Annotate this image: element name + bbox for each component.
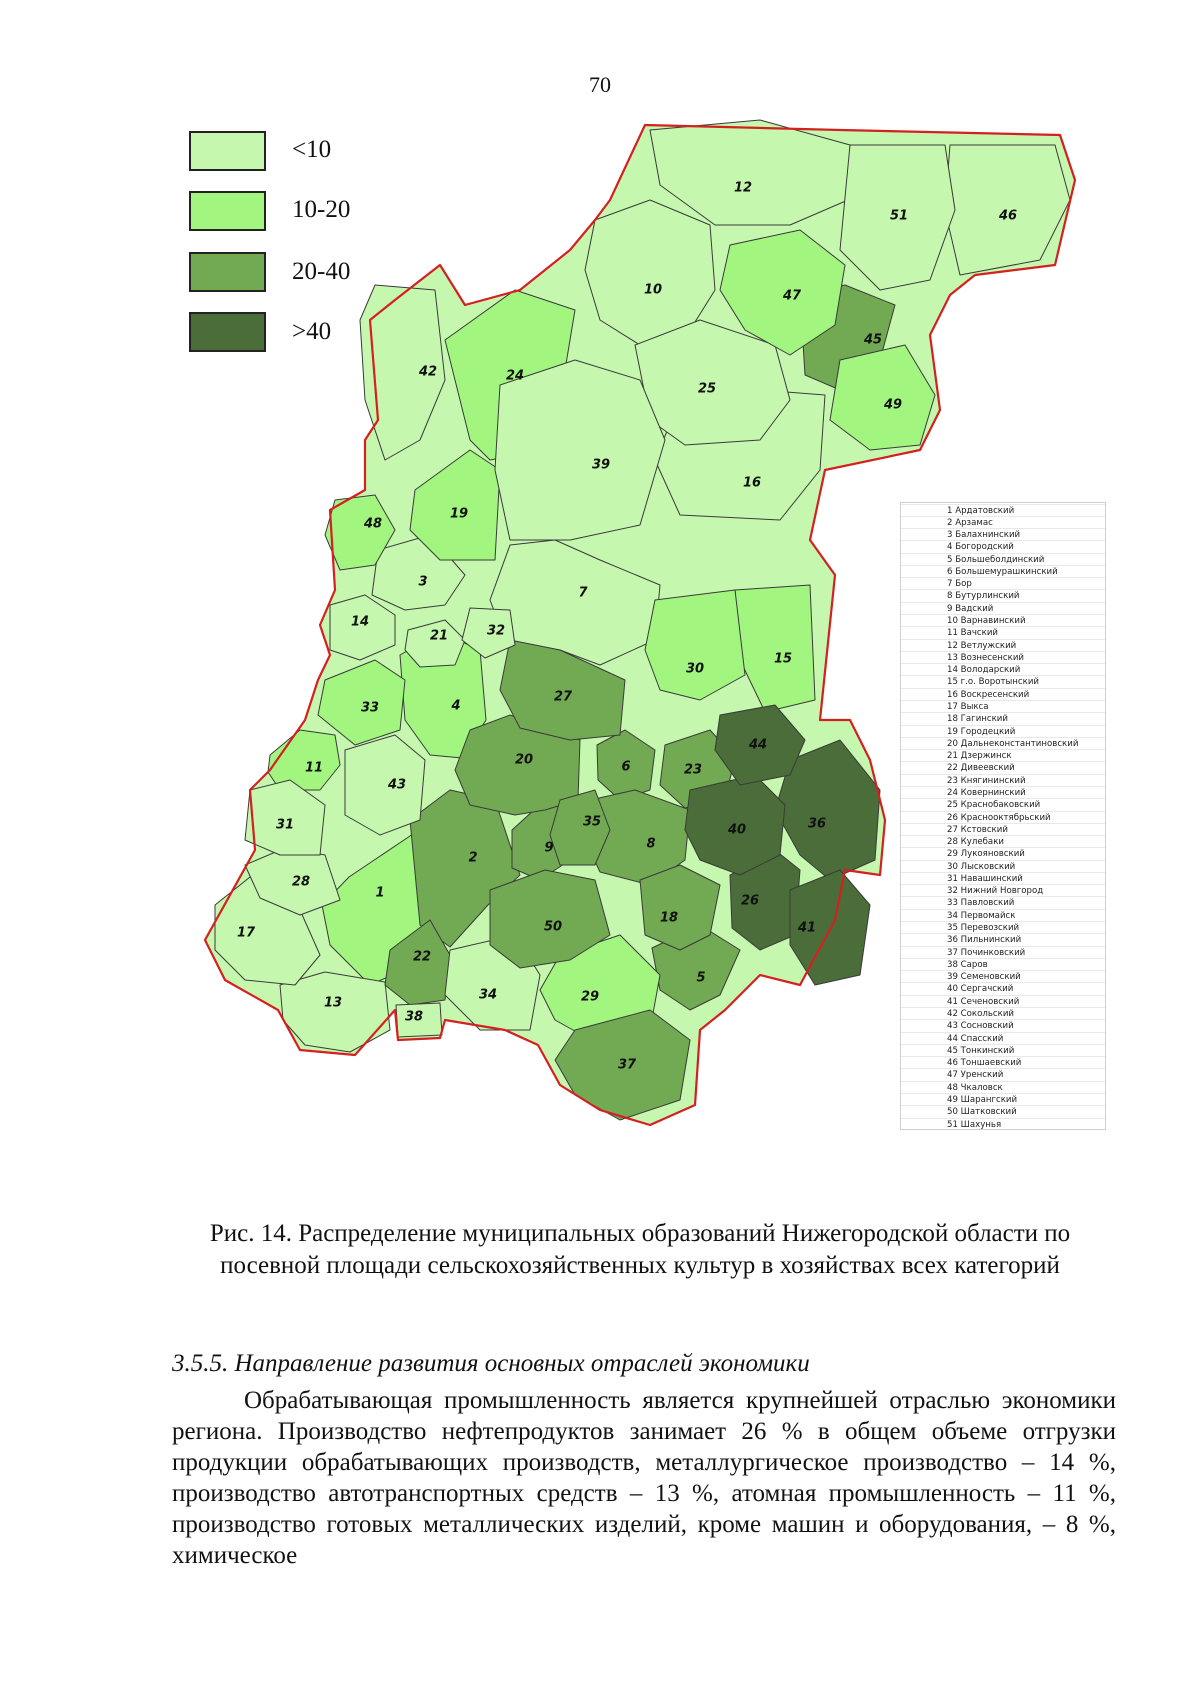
district-list-item: 34 Первомайск <box>901 909 1105 921</box>
legend-label-gt40: >40 <box>292 318 332 345</box>
district-label-42: 42 <box>418 364 438 380</box>
district-list-item: 25 Краснобаковский <box>901 798 1105 810</box>
district-list-item: 17 Выкса <box>901 700 1105 712</box>
district-list-item: 19 Городецкий <box>901 725 1105 737</box>
district-list-item: 7 Бор <box>901 577 1105 589</box>
district-label-21: 21 <box>429 628 449 644</box>
legend-label-lt10: <10 <box>292 136 332 163</box>
district-39 <box>495 360 665 540</box>
district-label-5: 5 <box>696 970 706 986</box>
district-label-15: 15 <box>773 651 793 667</box>
district-label-35: 35 <box>582 814 602 830</box>
district-list-item: 32 Нижний Новгород <box>901 884 1105 896</box>
district-label-16: 16 <box>742 475 762 491</box>
district-label-45: 45 <box>863 332 883 348</box>
district-list-item: 13 Вознесенский <box>901 651 1105 663</box>
district-list <box>900 502 1106 1130</box>
district-list-item: 46 Тоншаевский <box>901 1056 1105 1068</box>
page-number: 70 <box>589 72 611 97</box>
body-text <box>172 1385 1116 1571</box>
district-label-9: 9 <box>544 840 554 856</box>
district-list-item: 5 Большеболдинский <box>901 553 1105 565</box>
district-label-48: 48 <box>363 516 383 532</box>
district-label-44: 44 <box>748 737 768 753</box>
district-30 <box>645 590 745 700</box>
district-label-50: 50 <box>543 919 563 935</box>
district-label-17: 17 <box>236 925 256 941</box>
district-list-item: 22 Дивеевский <box>901 761 1105 773</box>
district-list-item: 14 Володарский <box>901 663 1105 675</box>
district-label-39: 39 <box>591 457 611 473</box>
district-label-51: 51 <box>889 208 909 224</box>
district-label-23: 23 <box>683 762 703 778</box>
district-list-item: 35 Перевозский <box>901 921 1105 933</box>
district-label-32: 32 <box>486 623 506 639</box>
district-label-37: 37 <box>617 1057 637 1073</box>
district-label-40: 40 <box>727 822 747 838</box>
district-list-item: 26 Краснооктябрьский <box>901 811 1105 823</box>
district-label-3: 3 <box>418 574 428 590</box>
district-list-item: 12 Ветлужский <box>901 639 1105 651</box>
district-list-item: 23 Княгининский <box>901 774 1105 786</box>
district-list-item: 48 Чкаловск <box>901 1081 1105 1093</box>
district-label-49: 49 <box>883 397 903 413</box>
figure-caption: Рис. 14. Распределение муниципальных образований Нижегородской области по посевной площади сельскохозяйственных культур в хозяйствах всех категорий <box>209 1220 1071 1279</box>
district-label-33: 33 <box>360 700 380 716</box>
district-list-item: 40 Сергачский <box>901 982 1105 994</box>
district-label-14: 14 <box>350 614 370 630</box>
district-list-item: 31 Навашинский <box>901 872 1105 884</box>
district-label-2: 2 <box>468 850 478 866</box>
district-label-34: 34 <box>478 987 498 1003</box>
district-list-item: 38 Саров <box>901 958 1105 970</box>
district-label-24: 24 <box>505 368 525 384</box>
district-list-item: 10 Варнавинский <box>901 614 1105 626</box>
district-list-item: 21 Дзержинск <box>901 749 1105 761</box>
district-list-item: 45 Тонкинский <box>901 1044 1105 1056</box>
district-label-6: 6 <box>621 759 631 775</box>
district-label-13: 13 <box>323 995 343 1011</box>
district-list-item: 39 Семеновский <box>901 970 1105 982</box>
district-list-item: 20 Дальнеконстантиновский <box>901 737 1105 749</box>
district-list-item: 51 Шахунья <box>901 1118 1105 1130</box>
district-label-4: 4 <box>451 698 461 714</box>
district-label-38: 38 <box>404 1009 424 1025</box>
district-label-43: 43 <box>387 777 407 793</box>
section-heading: 3.5.5. Направление развития основных отраслей экономики <box>172 1350 810 1377</box>
district-list-item: 47 Уренский <box>901 1068 1105 1080</box>
district-list-item: 3 Балахнинский <box>901 528 1105 540</box>
district-list-item: 42 Сокольский <box>901 1007 1105 1019</box>
district-label-36: 36 <box>807 816 827 832</box>
district-label-29: 29 <box>580 989 600 1005</box>
district-list-item: 11 Вачский <box>901 626 1105 638</box>
district-list-item: 2 Арзамас <box>901 516 1105 528</box>
district-list-item: 8 Бутурлинский <box>901 589 1105 601</box>
district-label-22: 22 <box>412 949 432 965</box>
district-list-item: 15 г.о. Воротынский <box>901 675 1105 687</box>
district-list-item: 33 Павловский <box>901 896 1105 908</box>
district-label-11: 11 <box>304 760 324 776</box>
district-list-item: 27 Кстовский <box>901 823 1105 835</box>
district-label-25: 25 <box>697 381 717 397</box>
district-list-item: 9 Вадский <box>901 602 1105 614</box>
district-list-item: 50 Шатковский <box>901 1105 1105 1117</box>
district-list-item: 4 Богородский <box>901 540 1105 552</box>
district-list-item: 30 Лысковский <box>901 860 1105 872</box>
district-label-19: 19 <box>449 506 469 522</box>
district-list-item: 24 Ковернинский <box>901 786 1105 798</box>
legend-label-10-20: 10-20 <box>292 196 351 223</box>
district-43 <box>345 735 425 835</box>
legend-label-20-40: 20-40 <box>292 258 351 285</box>
district-label-47: 47 <box>782 288 802 304</box>
district-list-item: 49 Шарангский <box>901 1093 1105 1105</box>
body-paragraph: Обрабатывающая промышленность является крупнейшей отраслью экономики региона. Производство нефтепродуктов занимает 26 % в общем объеме отгрузки продукции обрабатывающих производств, металлургическое производство – 14 %, производство автотранспортных средств – 13 %, атомная промышленность – 11 %, производство готовых металлических изделий, кроме машин и оборудования, – 8 %, химическое <box>172 1387 1116 1569</box>
district-label-10: 10 <box>643 282 663 298</box>
district-label-8: 8 <box>646 836 656 852</box>
district-list-item: 6 Большемурашкинский <box>901 565 1105 577</box>
district-label-41: 41 <box>797 920 817 936</box>
district-label-12: 12 <box>733 180 753 196</box>
district-label-46: 46 <box>998 208 1018 224</box>
district-label-30: 30 <box>685 661 705 677</box>
district-list-item: 29 Лукояновский <box>901 847 1105 859</box>
district-label-27: 27 <box>553 689 573 705</box>
district-label-7: 7 <box>578 585 588 601</box>
district-label-26: 26 <box>740 893 760 909</box>
district-list-item: 1 Ардатовский <box>901 504 1105 516</box>
district-label-1: 1 <box>375 885 385 901</box>
district-list-item: 37 Починковский <box>901 946 1105 958</box>
district-list-item: 43 Сосновский <box>901 1019 1105 1031</box>
district-list-item: 18 Гагинский <box>901 712 1105 724</box>
district-label-31: 31 <box>275 817 295 833</box>
district-list-item: 44 Спасский <box>901 1032 1105 1044</box>
district-label-18: 18 <box>659 910 679 926</box>
district-label-20: 20 <box>514 752 534 768</box>
district-list-item: 36 Пильнинский <box>901 933 1105 945</box>
district-label-28: 28 <box>291 874 311 890</box>
district-list-item: 41 Сеченовский <box>901 995 1105 1007</box>
district-list-item: 16 Воскресенский <box>901 688 1105 700</box>
district-list-item: 28 Кулебаки <box>901 835 1105 847</box>
